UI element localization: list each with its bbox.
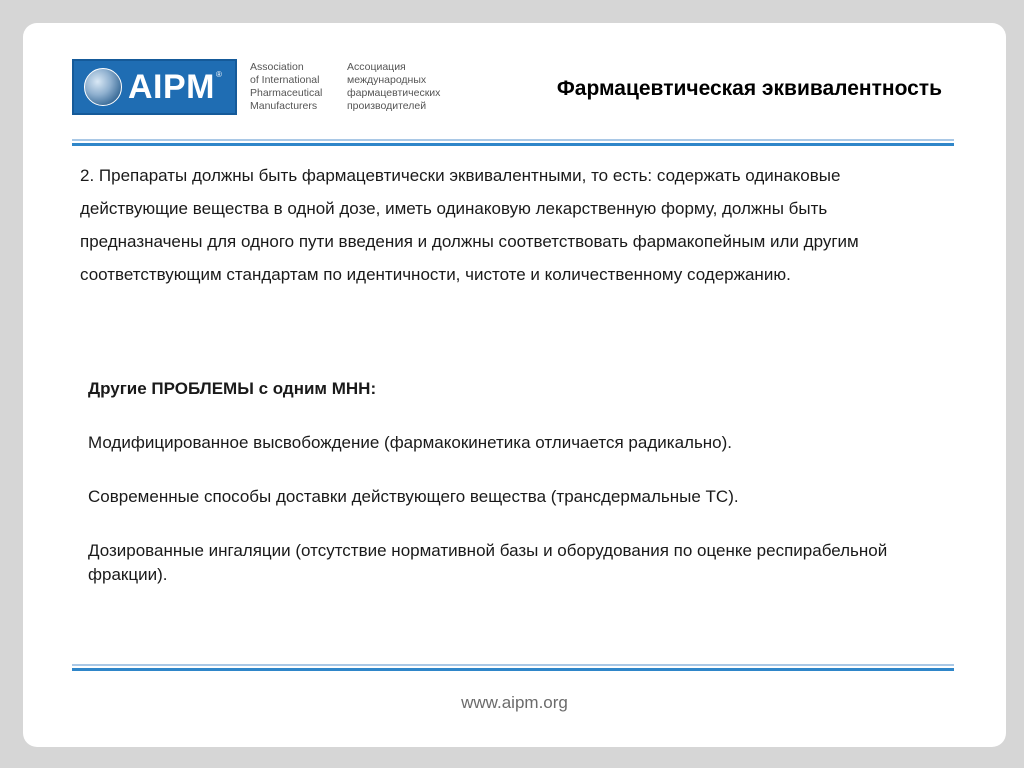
bottom-divider	[72, 664, 954, 671]
equivalence-paragraph: 2. Препараты должны быть фармацевтически эквивалентными, то есть: содержать одинаковые действующие вещества в одной дозе, иметь одинаковую лекарственную форму, должны быть предназначены для одного пути введения и должны соответствовать фармакопейным или другим соответствующим стандартам по идентичности, чистоте и количественному содержанию.	[80, 166, 859, 284]
aipm-logo	[72, 59, 237, 115]
association-en-line: Pharmaceutical	[250, 87, 323, 99]
issue-item: Дозированные ингаляции (отсутствие нормативной базы и оборудования по оценке респирабельной фракции).	[88, 541, 888, 584]
globe-icon	[84, 68, 122, 106]
logo-text: AIPM	[128, 67, 215, 106]
association-ru-line: международных	[347, 74, 427, 86]
registered-mark: ®	[216, 70, 222, 79]
association-en-line: Manufacturers	[250, 100, 318, 112]
association-en-line: of International	[250, 74, 320, 86]
issues-list	[88, 377, 938, 617]
association-ru-line: фармацевтических	[347, 87, 441, 99]
issue-item: Модифицированное высвобождение (фармакокинетика отличается радикально).	[88, 433, 733, 452]
association-ru-line: Ассоциация	[347, 61, 406, 73]
association-en-line: Association	[250, 61, 304, 73]
slide-title: Фармацевтическая эквивалентность	[556, 77, 942, 100]
association-name-en	[250, 61, 322, 113]
association-ru-line: производителей	[347, 100, 427, 112]
top-divider	[72, 139, 954, 146]
issues-heading: Другие ПРОБЛЕМЫ с одним МНН:	[88, 379, 377, 398]
issue-item: Современные способы доставки действующего вещества (трансдермальные ТС).	[88, 487, 739, 506]
footer-url[interactable]: www.aipm.org	[461, 693, 568, 712]
slide	[23, 23, 1006, 747]
association-name-ru	[347, 61, 440, 113]
